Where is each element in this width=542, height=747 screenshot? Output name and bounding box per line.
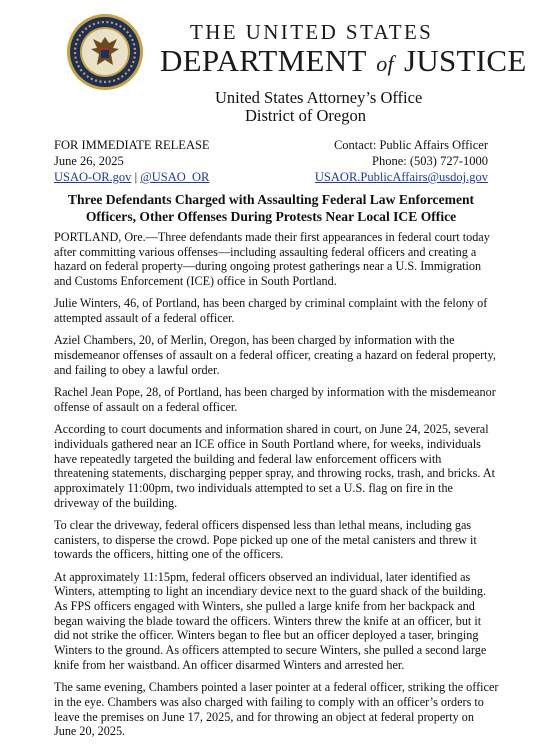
paragraph: At approximately 11:15pm, federal officers observed an individual, later identified as Winters, attempting to light an incendiary device next to the guard shack of the building. As FPS officers engaged with Winters, she pulled a large knife from her backpack and began waiving the blade toward the officers. Winters threw the knife at an officer, but it did not strike the officer. Winters began to flee but an officer deployed a taser, bringing Winters to the ground. As officers attempted to secure Winters, she pulled a second large knife from her waistband. An officer disarmed Winters and arrested her. [54,569,487,672]
paragraph: According to court documents and information shared in court, on June 24, 2025, several individuals gathered near an ICE office in South Portland where, for weeks, individuals have repeatedly targeted the building and federal law enforcement officers with threatening statements, discharging pepper spray, and throwing rocks, trash, and bricks. At approximately 11:00pm, two individuals attempted to set a U.S. flag on fire in the driveway of the building. [54,422,496,510]
release-info [54,137,210,185]
agency-line-2 [160,44,530,81]
agency-department: DEPARTMENT [160,43,367,78]
office-name: United States Attorney’s Office [215,88,423,107]
release-label: FOR IMMEDIATE RELEASE [54,138,210,152]
website-link[interactable]: USAO-OR.gov [54,170,132,184]
paragraph: The same evening, Chambers pointed a laser pointer at a federal officer, striking the officer in the eye. Chambers was also charged with failing to comply with an officer’s orders to leave the premises on June 17, 2025, and for throwing an object at federal property on June 20, 2025. [54,680,499,739]
link-separator: | [134,170,138,184]
office-district: District of Oregon [245,106,366,125]
contact-phone: Phone: (503) 727-1000 [372,154,488,168]
agency-justice: JUSTICE [403,43,527,78]
doj-seal-logo [66,13,144,91]
paragraph: Julie Winters, 46, of Portland, has been charged by criminal complaint with the felony of attempted assault of a federal officer. [54,296,488,326]
agency-line-1: THE UNITED STATES [190,20,434,44]
social-link[interactable]: @USAO_OR [140,170,210,184]
contact-label: Contact: Public Affairs Officer [333,138,488,152]
article-body [54,230,499,747]
headline: Three Defendants Charged with Assaulting Federal Law Enforcement Officers, Other Offenses During Protests Near Local ICE Office [67,192,475,224]
contact-email-link[interactable]: USAOR.PublicAffairs@usdoj.gov [314,170,488,184]
agency-of: of [376,51,394,76]
release-date: June 26, 2025 [54,154,124,168]
paragraph: Aziel Chambers, 20, of Merlin, Oregon, has been charged by information with the misdemeanor offenses of assault on a federal officer, creating a hazard on federal property, and failing to obey a lawful order. [54,333,496,377]
paragraph: To clear the driveway, federal officers dispensed less than lethal means, including gas canisters, to disperse the crowd. Pope picked up one of the metal canisters and threw it towards the officers, hitting one of the officers. [54,517,477,562]
contact-info [315,137,488,185]
release-links [54,169,210,185]
paragraph: Rachel Jean Pope, 28, of Portland, has been charged by information with the misdemeanor offense of assault on a federal officer. [54,385,496,414]
paragraph: PORTLAND, Ore.—Three defendants made their first appearances in federal court today after committing various offenses—including assaulting federal officers and creating a hazard on federal property—during ongoing protest gatherings near a U.S. Immigration and Customs Enforcement (ICE) office in South Portland. [54,230,490,289]
